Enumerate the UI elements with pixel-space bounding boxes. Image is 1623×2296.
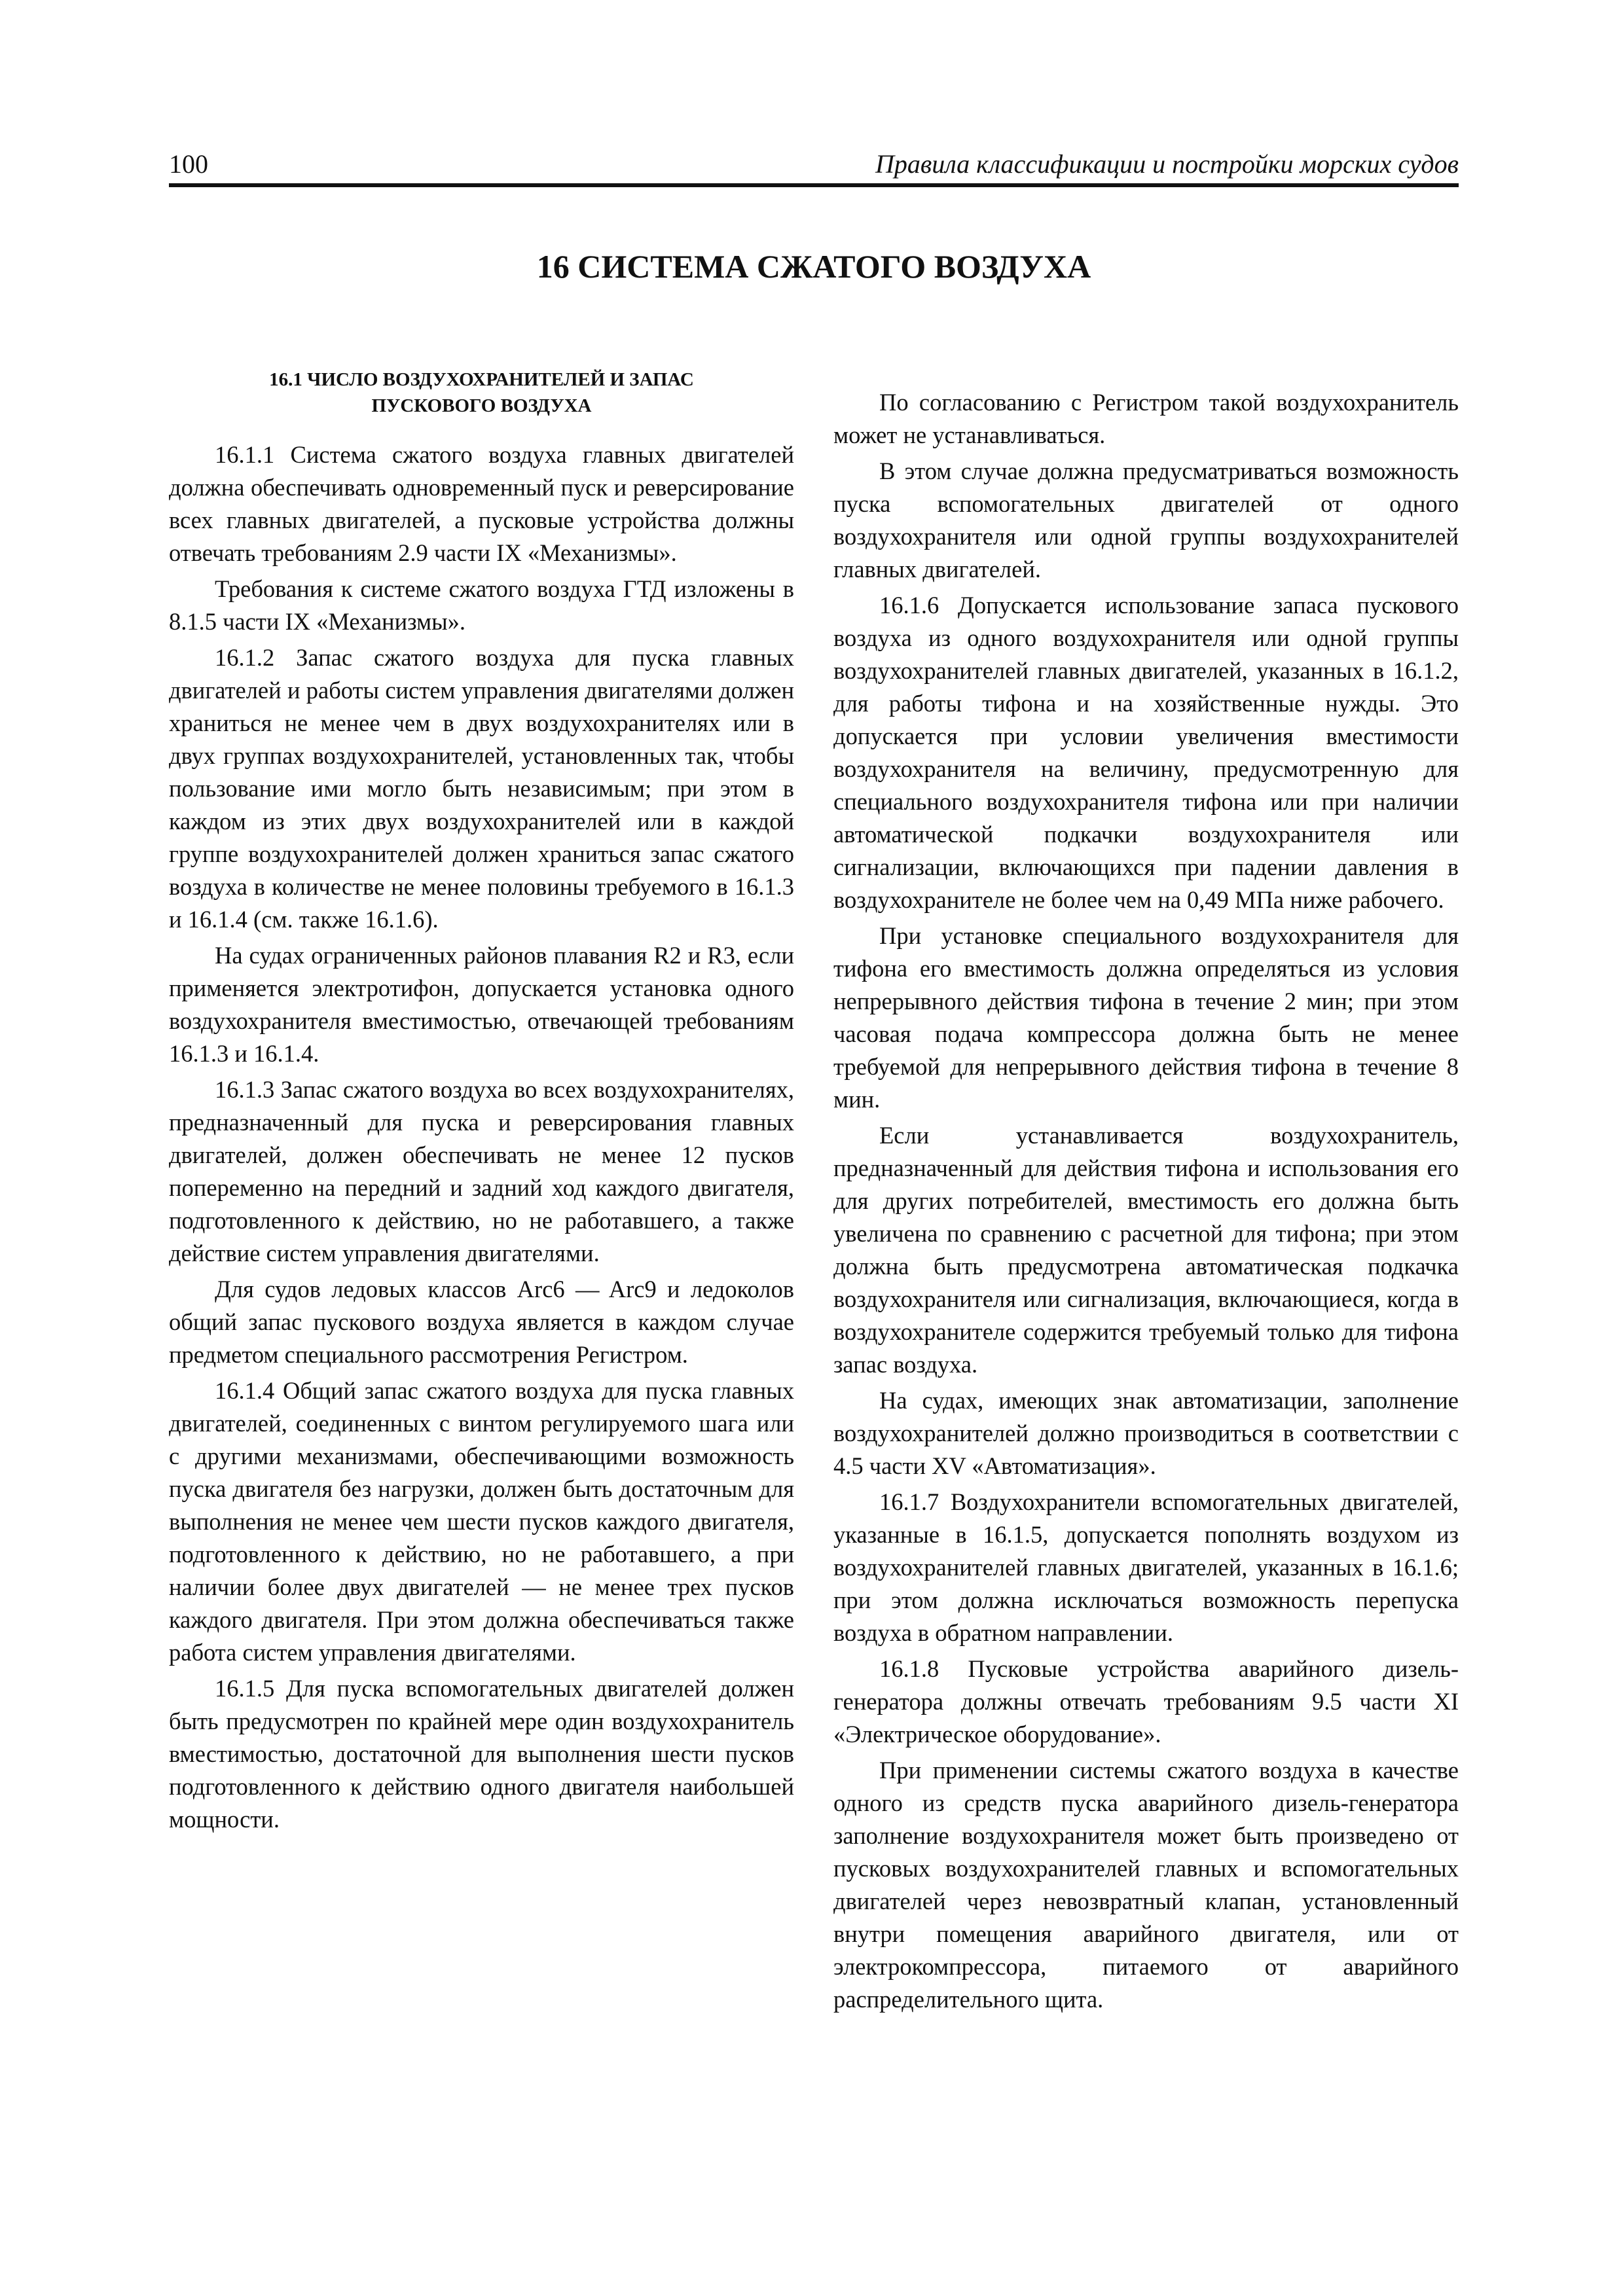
paragraph-16-1-7: 16.1.7 Воздухохранители вспомогательных двигателей, указанные в 16.1.5, допускается пополнять воздухом из воздухохранителей главных двигателей, указанных в 16.1.6; при этом должна исключаться возможность перепуска воздуха в обратном направлении.	[833, 1488, 1459, 1646]
paragraph: При установке специального воздухохранителя для тифона его вместимость должна определяться из условия непрерывного действия тифона в течение 2 мин; при этом часовая подача компрессора должна быть не менее требуемой для непрерывного действия тифона в течение 8 мин.	[833, 922, 1459, 1113]
paragraph: Для судов ледовых классов Arc6 — Arc9 и ледоколов общий запас пускового воздуха является в каждом случае предметом специального рассмотрения Регистром.	[169, 1276, 794, 1368]
paragraph-16-1-2: 16.1.2 Запас сжатого воздуха для пуска главных двигателей и работы систем управления двигателями должен храниться не менее чем в двух воздухохранителях или в двух группах воздухохранителей, установленных так, чтобы пользование ими могло быть независимым; при этом в каждом из этих двух воздухохранителей или в каждой группе воздухохранителей должен храниться запас сжатого воздуха в количестве не менее половины требуемого в 16.1.3 и 16.1.4 (см. также 16.1.6).	[169, 644, 794, 933]
paragraph-16-1-6: 16.1.6 Допускается использование запаса пускового воздуха из одного воздухохранителя или одной группы воздухохранителей главных двигателей, указанных в 16.1.2, для работы тифона и на хозяйственные нужды. Это допускается при условии увеличения вместимости воздухохранителя на величину, предусмотренную для специального воздухохранителя тифона или при наличии автоматической подкачки воздухохранителя или сигнализации, включающихся при падении давления в воздухохранителе не более чем на 0,49 МПа ниже рабочего.	[833, 592, 1459, 913]
page-header	[169, 143, 1459, 187]
paragraph-16-1-3: 16.1.3 Запас сжатого воздуха во всех воздухохранителях, предназначенный для пуска и реверсирования главных двигателей, должен обеспечивать не менее 12 пусков попеременно на передний и задний ход каждого двигателя, подготовленного к действию, но не работавшего, а также действие систем управления двигателями.	[169, 1076, 794, 1266]
section-heading: 16.1 ЧИСЛО ВОЗДУХОХРАНИТЕЛЕЙ И ЗАПАС ПУСКОВОГО ВОЗДУХА	[269, 369, 694, 416]
paragraph: Если устанавливается воздухохранитель, предназначенный для действия тифона и использования его для других потребителей, вместимость его должна быть увеличена по сравнению с расчетной для тифона; при этом должна быть предусмотрена автоматическая подкачка воздухохранителя или сигнализация, включающиеся, когда в воздухохранителе содержится требуемый только для тифона запас воздуха.	[833, 1122, 1459, 1378]
running-title: Правила классификации и постройки морских судов	[875, 149, 1459, 179]
chapter-title: 16 СИСТЕМА СЖАТОГО ВОЗДУХА	[536, 248, 1091, 285]
paragraph: На судах, имеющих знак автоматизации, заполнение воздухохранителей должно производиться в соответствии с 4.5 части XV «Автоматизация».	[833, 1387, 1459, 1479]
paragraph: По согласованию с Регистром такой воздухохранитель может не устанавливаться.	[833, 389, 1459, 448]
right-column	[833, 386, 1459, 2019]
paragraph: При применении системы сжатого воздуха в качестве одного из средств пуска аварийного дизель-генератора заполнение воздухохранителя может быть произведено от пусковых воздухохранителей главных и вспомогательных двигателей через невозвратный клапан, установленный внутри помещения аварийного двигателя, или от электрокомпрессора, питаемого от аварийного распределительного щита.	[833, 1757, 1459, 2013]
paragraph: Требования к системе сжатого воздуха ГТД изложены в 8.1.5 части IX «Механизмы».	[169, 575, 794, 635]
paragraph-16-1-4: 16.1.4 Общий запас сжатого воздуха для пуска главных двигателей, соединенных с винтом регулируемого шага или с другими механизмами, обеспечивающими возможность пуска двигателя без нагрузки, должен быть достаточным для выполнения не менее чем шести пусков каждого двигателя, подготовленного к действию, но не работавшего, а при наличии более двух двигателей — не менее трех пусков каждого двигателя. При этом должна обеспечиваться также работа систем управления двигателями.	[169, 1377, 794, 1666]
paragraph-16-1-8: 16.1.8 Пусковые устройства аварийного дизель-генератора должны отвечать требованиям 9.5 части XI «Электрическое оборудование».	[833, 1655, 1459, 1748]
left-column	[169, 367, 794, 1839]
paragraph: На судах ограниченных районов плавания R2 и R3, если применяется электротифон, допускается установка одного воздухохранителя вместимостью, отвечающей требованиям 16.1.3 и 16.1.4.	[169, 942, 794, 1067]
paragraph-16-1-5: 16.1.5 Для пуска вспомогательных двигателей должен быть предусмотрен по крайней мере один воздухохранитель вместимостью, достаточной для выполнения шести пусков подготовленного к действию одного двигателя наибольшей мощности.	[169, 1675, 794, 1833]
page-number: 100	[169, 149, 208, 179]
paragraph: В этом случае должна предусматриваться возможность пуска вспомогательных двигателей от одного воздухохранителя или одной группы воздухохранителей главных двигателей.	[833, 457, 1459, 583]
paragraph-16-1-1: 16.1.1 Система сжатого воздуха главных двигателей должна обеспечивать одновременный пуск и реверсирование всех главных двигателей, а пусковые устройства должны отвечать требованиям 2.9 части IX «Механизмы».	[169, 441, 794, 566]
